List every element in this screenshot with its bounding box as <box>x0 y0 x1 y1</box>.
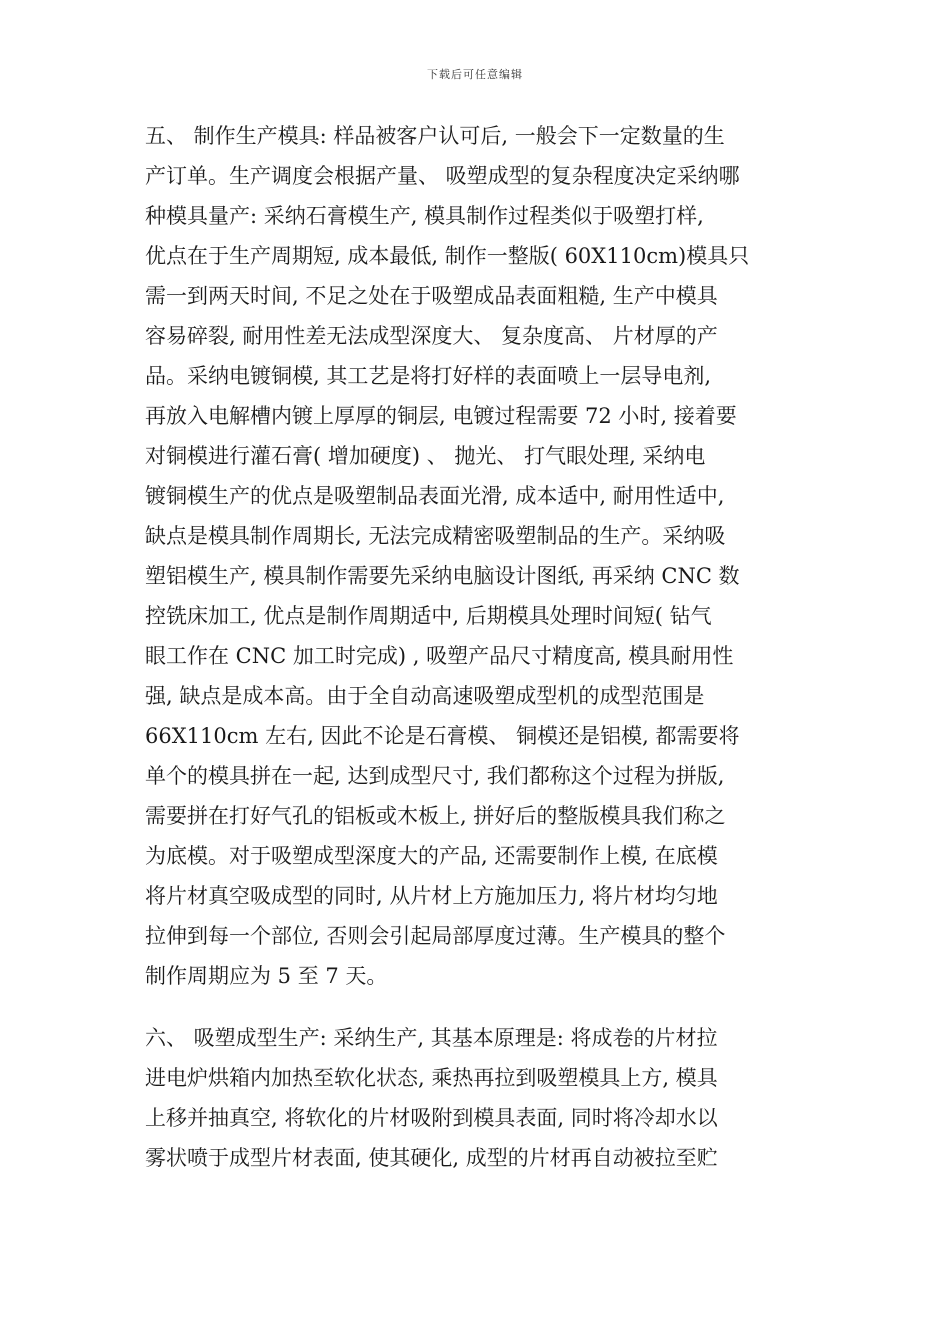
text-line: 优点在于生产周期短, 成本最低, 制作一整版( 60X110cm)模具只 <box>145 244 750 268</box>
body-text <box>145 116 810 1178</box>
text-line: 需一到两天时间, 不足之处在于吸塑成品表面粗糙, 生产中模具 <box>145 284 718 308</box>
text-line: 对铜模进行灌石膏( 增加硬度) 、 抛光、 打气眼处理, 采纳电 <box>145 444 706 468</box>
text-line: 控铣床加工, 优点是制作周期适中, 后期模具处理时间短( 钻气 <box>145 604 712 628</box>
text-line: 种模具量产: 采纳石膏模生产, 模具制作过程类似于吸塑打样, <box>145 204 704 228</box>
text-line: 雾状喷于成型片材表面, 使其硬化, 成型的片材再自动被拉至贮 <box>145 1146 718 1170</box>
text-line: 六、 吸塑成型生产: 采纳生产, 其基本原理是: 将成卷的片材拉 <box>145 1026 718 1050</box>
text-line: 制作周期应为 5 至 7 天。 <box>145 964 388 988</box>
text-line: 品。采纳电镀铜模, 其工艺是将打好样的表面喷上一层导电剂, <box>145 364 712 388</box>
text-line: 产订单。生产调度会根据产量、 吸塑成型的复杂程度决定采纳哪 <box>145 164 740 188</box>
text-line: 单个的模具拼在一起, 达到成型尺寸, 我们都称这个过程为拼版, <box>145 764 725 788</box>
text-line: 拉伸到每一个部位, 否则会引起局部厚度过薄。生产模具的整个 <box>145 924 726 948</box>
text-line: 需要拼在打好气孔的铝板或木板上, 拼好后的整版模具我们称之 <box>145 804 726 828</box>
header-note: 下载后可任意编辑 <box>427 68 523 81</box>
text-line: 强, 缺点是成本高。由于全自动高速吸塑成型机的成型范围是 <box>145 684 705 708</box>
paragraph-spacer <box>145 996 810 1018</box>
text-line: 五、 制作生产模具: 样品被客户认可后, 一般会下一定数量的生 <box>145 124 725 148</box>
text-line: 眼工作在 CNC 加工时完成) , 吸塑产品尺寸精度高, 模具耐用性 <box>145 644 734 668</box>
paragraph-thermoforming-production <box>145 1018 810 1178</box>
text-line: 上移并抽真空, 将软化的片材吸附到模具表面, 同时将冷却水以 <box>145 1106 718 1130</box>
text-line: 缺点是模具制作周期长, 无法完成精密吸塑制品的生产。采纳吸 <box>145 524 726 548</box>
text-line: 66X110cm 左右, 因此不论是石膏模、 铜模还是铝模, 都需要将 <box>145 724 740 748</box>
text-line: 将片材真空吸成型的同时, 从片材上方施加压力, 将片材均匀地 <box>145 884 718 908</box>
text-line: 容易碎裂, 耐用性差无法成型深度大、 复杂度高、 片材厚的产 <box>145 324 718 348</box>
text-line: 镀铜模生产的优点是吸塑制品表面光滑, 成本适中, 耐用性适中, <box>145 484 725 508</box>
text-line: 再放入电解槽内镀上厚厚的铜层, 电镀过程需要 72 小时, 接着要 <box>145 404 737 428</box>
text-line: 进电炉烘箱内加热至软化状态, 乘热再拉到吸塑模具上方, 模具 <box>145 1066 718 1090</box>
text-line: 为底模。对于吸塑成型深度大的产品, 还需要制作上模, 在底模 <box>145 844 718 868</box>
paragraph-mold-production <box>145 116 810 996</box>
text-line: 塑铝模生产, 模具制作需要先采纳电脑设计图纸, 再采纳 CNC 数 <box>145 564 740 588</box>
